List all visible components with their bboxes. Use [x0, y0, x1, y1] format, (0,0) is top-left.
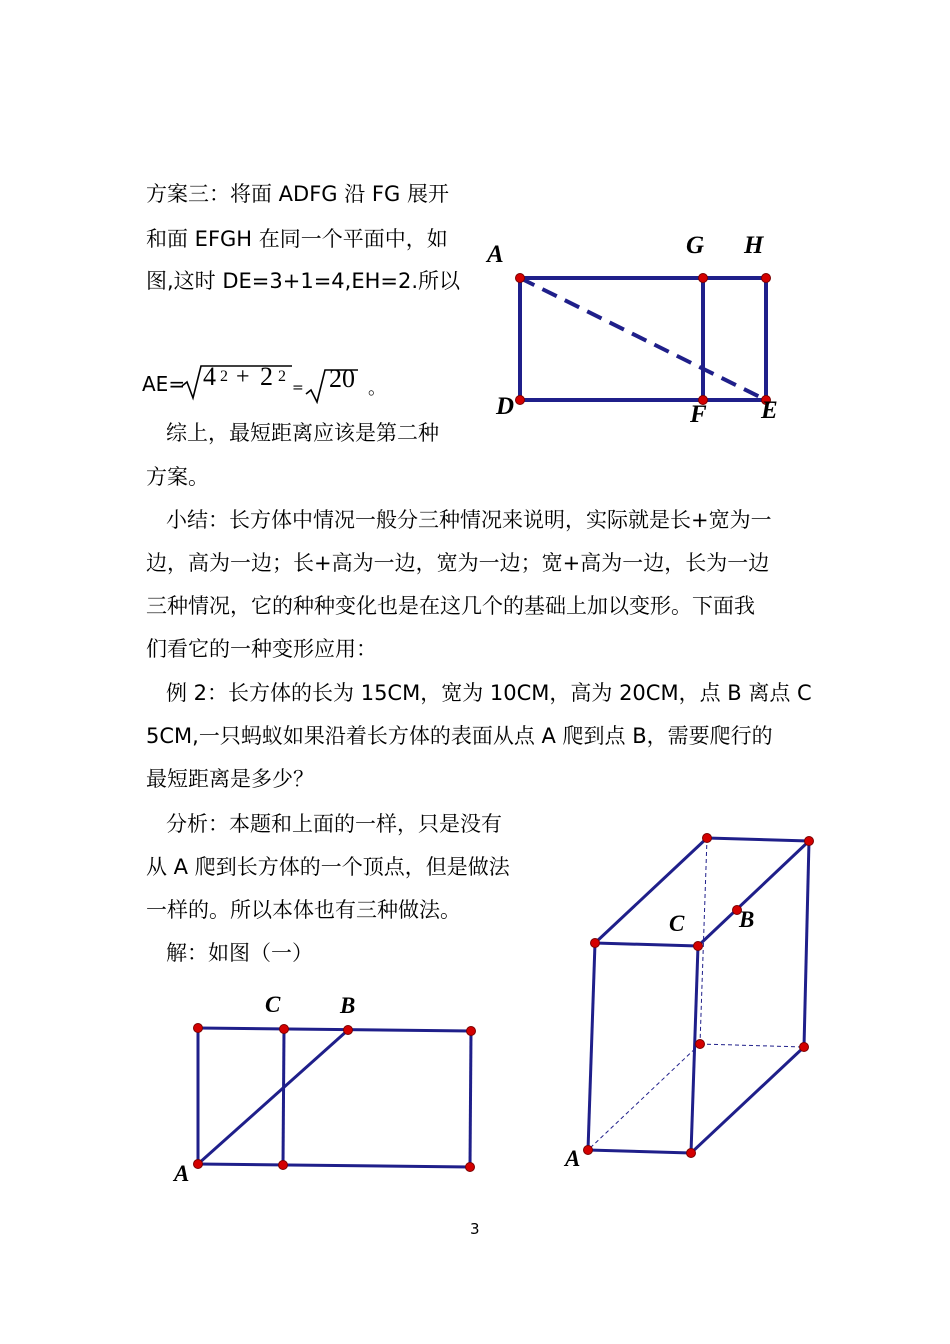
plan3-line-2: 和面 EFGH 在同一个平面中，如 [146, 227, 448, 251]
analysis-line-1: 分析：本题和上面的一样，只是没有 [166, 812, 502, 836]
fig1-label-d: D [496, 393, 515, 420]
fig1-label-f: F [690, 401, 707, 428]
formula-result: 20 [329, 364, 355, 393]
fig1-diagonal-ae [520, 278, 766, 400]
page-number: 3 [470, 1220, 480, 1238]
fig3-visible-edges [588, 838, 809, 1153]
fig2-label-b: B [340, 993, 356, 1018]
summary-line-3: 三种情况，它的种种变化也是在这几个的基础上加以变形。下面我 [146, 594, 755, 618]
fig2-edge-right [470, 1031, 471, 1167]
formula-a-exp: 2 [220, 368, 228, 385]
summary-line-4: 们看它的一种变形应用： [146, 637, 377, 661]
plan3-line-1: 方案三：将面 ADFG 沿 FG 展开 [146, 182, 449, 206]
fig2-path-ab [198, 1030, 348, 1164]
formula-a: 4 [203, 362, 216, 391]
fig2-edge-top [198, 1028, 471, 1031]
example2-line-3: 最短距离是多少？ [146, 767, 314, 791]
fig1-label-h: H [744, 232, 764, 259]
conclusion-line-1: 综上，最短距离应该是第二种 [166, 421, 439, 445]
formula-eq: = [292, 380, 304, 396]
fig3-label-a: A [565, 1146, 581, 1171]
fig2-edge-middle [283, 1029, 284, 1165]
summary-line-2: 边，高为一边；长+高为一边，宽为一边；宽+高为一边，长为一边 [146, 551, 770, 575]
solution-line-1: 解：如图（一） [166, 941, 313, 965]
fig3-label-b: B [739, 907, 755, 932]
figure-1-unfolding [520, 278, 766, 400]
fig2-label-c: C [265, 992, 281, 1017]
fig1-label-g: G [686, 232, 705, 259]
formula-plus: + [236, 364, 250, 390]
figure-2-unfolding [198, 1028, 471, 1167]
formula-end: 。 [368, 378, 386, 399]
formula-lhs: AE= [142, 372, 186, 396]
example2-line-2: 5CM,一只蚂蚁如果沿着长方体的表面从点 A 爬到点 B，需要爬行的 [146, 724, 773, 748]
summary-line-1: 小结：长方体中情况一般分三种情况来说明，实际就是长+宽为一 [166, 508, 772, 532]
plan3-line-3: 图,这时 DE=3+1=4,EH=2.所以 [146, 269, 461, 293]
analysis-line-2: 从 A 爬到长方体的一个顶点，但是做法 [146, 855, 510, 879]
fig2-label-a: A [174, 1161, 190, 1186]
figure-3-cuboid [588, 838, 809, 1153]
formula-b-exp: 2 [278, 368, 286, 385]
formula-b: 2 [260, 362, 273, 391]
fig2-edge-bottom [198, 1164, 470, 1167]
analysis-line-3: 一样的。所以本体也有三种做法。 [146, 898, 461, 922]
figure-3-points [584, 834, 814, 1158]
fig3-label-c: C [669, 911, 685, 936]
figure-2-points [194, 1024, 476, 1172]
conclusion-line-2: 方案。 [146, 465, 209, 489]
fig1-label-e: E [761, 397, 778, 424]
fig1-label-a: A [487, 241, 504, 268]
example2-line-1: 例 2：长方体的长为 15CM，宽为 10CM，高为 20CM，点 B 离点 C [166, 681, 812, 705]
